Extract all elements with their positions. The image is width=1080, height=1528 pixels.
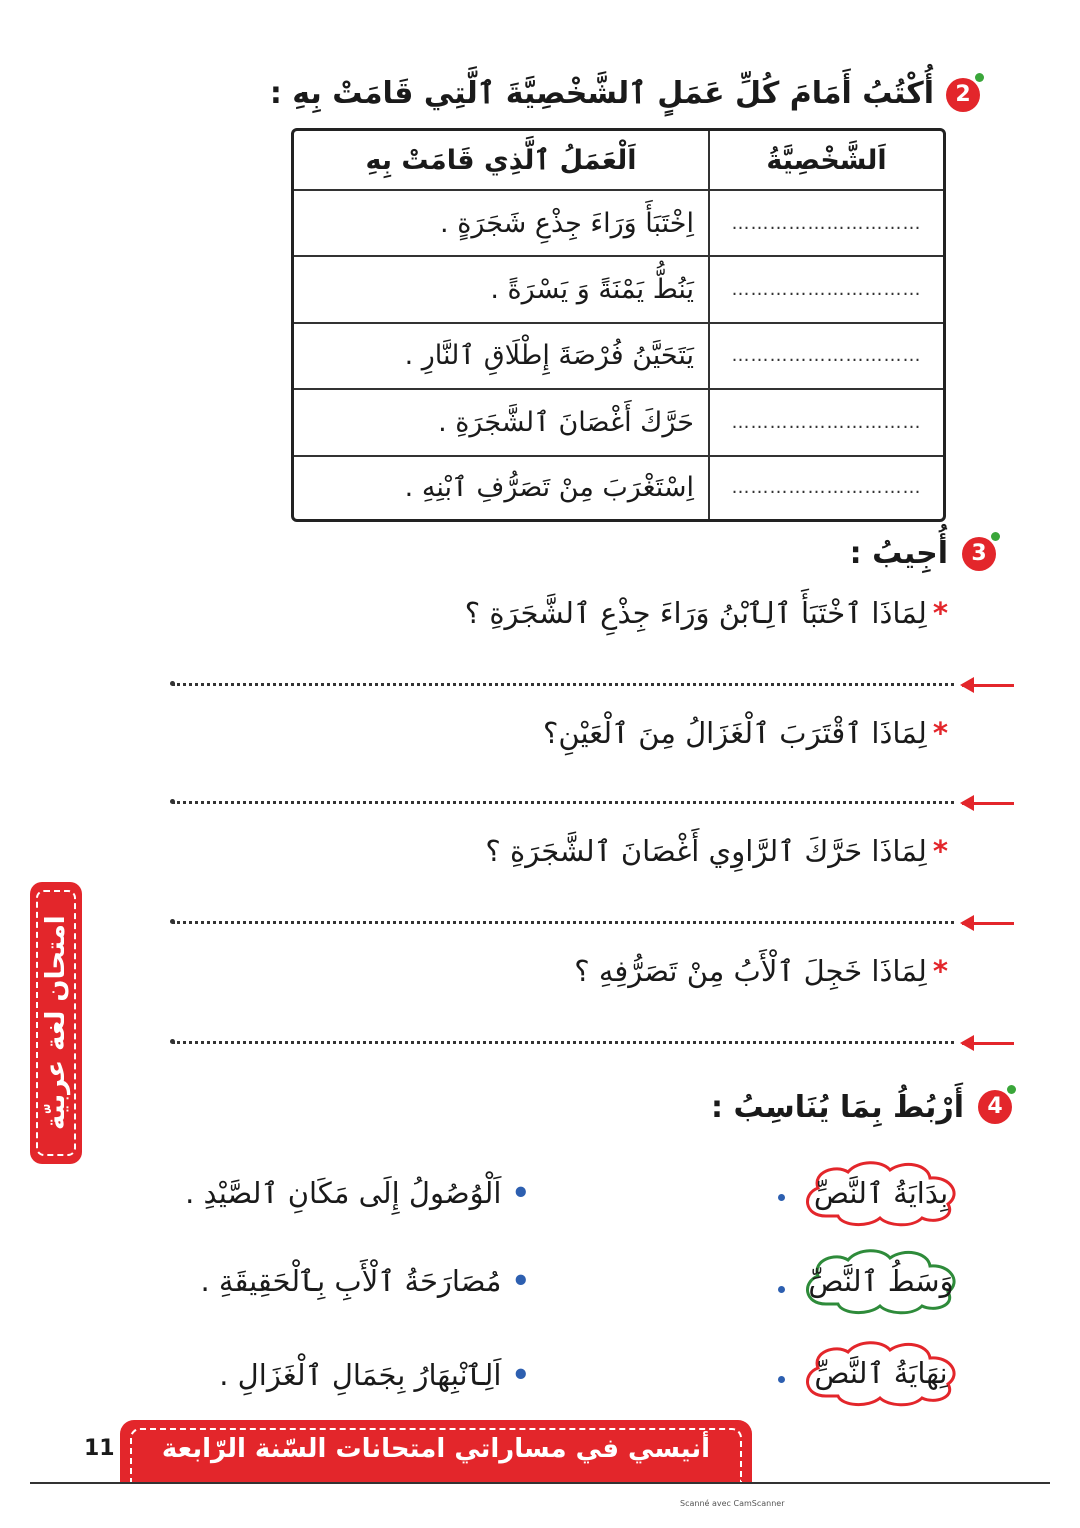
- action-text: يَنُطُّ يَمْنَةً وَ يَسْرَةً .: [294, 257, 708, 323]
- cloud-label: بِدَايَةُ ٱلنَّصِّ: [813, 1176, 949, 1210]
- scanner-note: Scanné avec CamScanner: [680, 1499, 785, 1508]
- question-1: [465, 596, 948, 630]
- cloud-text-end[interactable]: [796, 1338, 966, 1408]
- option-text: اَلْوُصُولُ إِلَى مَكَانِ ٱلصَّيْدِ .: [185, 1176, 502, 1210]
- match-option-1[interactable]: [185, 1176, 530, 1210]
- answer-line-3[interactable]: [172, 912, 1014, 932]
- answer-line-2[interactable]: [172, 792, 1014, 812]
- bullet-dot-icon: •: [511, 1176, 530, 1210]
- table-header-row: [294, 131, 943, 191]
- match-dot-left-1[interactable]: [778, 1194, 785, 1201]
- bullet-dot-icon: •: [511, 1358, 530, 1392]
- question-text: لِمَاذَا خَجِلَ ٱلْأَبُ مِنْ تَصَرُّفِهِ ؟: [574, 954, 927, 988]
- arrow-left-icon: [962, 922, 1014, 925]
- question-text: لِمَاذَا ٱقْتَرَبَ ٱلْغَزَالُ مِنَ ٱلْعَيْنِ؟: [543, 716, 927, 750]
- star-icon: *: [932, 834, 948, 868]
- table-row: [294, 191, 943, 257]
- answer-line-4[interactable]: [172, 1032, 1014, 1052]
- question-text: لِمَاذَا ٱخْتَبَأَ ٱلِٱبْنُ وَرَاءَ جِذْعِ ٱلشَّجَرَةِ ؟: [464, 596, 927, 630]
- character-blank[interactable]: …………………………: [708, 457, 943, 519]
- question-4: [574, 954, 948, 988]
- cloud-label: نِهَايَةُ ٱلنَّصِّ: [814, 1356, 948, 1390]
- action-text: حَرَّكَ أَغْصَانَ ٱلشَّجَرَةِ .: [294, 390, 708, 456]
- dotted-line: [172, 683, 954, 686]
- action-text: يَتَحَيَّنُ فُرْصَةَ إِطْلَاقِ ٱلنَّارِ .: [294, 324, 708, 390]
- arrow-left-icon: [962, 1042, 1014, 1045]
- question-text: لِمَاذَا حَرَّكَ ٱلرَّاوِي أَغْصَانَ ٱلشَّجَرَةِ ؟: [485, 834, 927, 868]
- header-character: اَلشَّخْصِيَّةُ: [708, 131, 943, 191]
- dotted-line: [172, 921, 954, 924]
- option-text: مُصَارَحَةُ ٱلْأَبِ بِٱلْحَقِيقَةِ .: [200, 1264, 502, 1298]
- star-icon: *: [932, 596, 948, 630]
- table-row: [294, 257, 943, 323]
- cloud-text-middle[interactable]: [796, 1246, 966, 1316]
- dotted-line: [172, 1041, 954, 1044]
- table-row: [294, 457, 943, 519]
- cloud-text-beginning[interactable]: [796, 1158, 966, 1228]
- page-number: 11: [84, 1436, 115, 1461]
- question-number-2: 2: [946, 78, 980, 112]
- question-number-3: 3: [962, 537, 996, 571]
- section4-title: أَرْبُطُ بِمَا يُنَاسِبُ :: [711, 1090, 964, 1125]
- header-action: اَلْعَمَلُ ٱلَّذِي قَامَتْ بِهِ: [294, 131, 708, 191]
- arrow-left-icon: [962, 684, 1014, 687]
- footer-title: أنيسي في مساراتي امتحانات السّنة الرّابعة: [161, 1434, 711, 1464]
- dotted-line: [172, 801, 954, 804]
- footer-banner: [120, 1420, 752, 1482]
- question-number-4: 4: [978, 1090, 1012, 1124]
- table-row: [294, 390, 943, 456]
- star-icon: *: [932, 716, 948, 750]
- match-option-3[interactable]: [219, 1358, 530, 1392]
- answer-line-1[interactable]: [172, 674, 1014, 694]
- star-icon: *: [932, 954, 948, 988]
- arrow-left-icon: [962, 802, 1014, 805]
- characters-table: [291, 128, 946, 522]
- match-dot-left-2[interactable]: [778, 1286, 785, 1293]
- action-text: اِخْتَبَأَ وَرَاءَ جِذْعِ شَجَرَةٍ .: [294, 191, 708, 257]
- character-blank[interactable]: …………………………: [708, 257, 943, 323]
- bullet-dot-icon: •: [511, 1264, 530, 1298]
- match-dot-left-3[interactable]: [778, 1376, 785, 1383]
- action-text: اِسْتَغْرَبَ مِنْ تَصَرُّفِ ٱبْنِهِ .: [404, 472, 694, 504]
- side-tab: [30, 882, 82, 1164]
- question-3: [485, 834, 948, 868]
- question-2: [543, 716, 948, 750]
- section3-title: أُجِيبُ :: [849, 536, 948, 571]
- section2-title: أُكْتُبُ أَمَامَ كُلِّ عَمَلٍ ٱلشَّخْصِيَّةَ ٱلَّتِي قَامَتْ بِهِ :: [269, 76, 934, 111]
- side-tab-label: امتحان لغة عربيّة: [41, 915, 71, 1131]
- table-row: [294, 324, 943, 390]
- character-blank[interactable]: …………………………: [708, 191, 943, 257]
- bottom-rule: [30, 1482, 1050, 1484]
- match-option-2[interactable]: [200, 1264, 530, 1298]
- cloud-label: وَسَطُ ٱلنَّصِّ: [808, 1264, 954, 1298]
- character-blank[interactable]: …………………………: [708, 324, 943, 390]
- character-blank[interactable]: …………………………: [708, 390, 943, 456]
- option-text: اَلِٱنْبِهَارُ بِجَمَالِ ٱلْغَزَالِ .: [219, 1358, 502, 1392]
